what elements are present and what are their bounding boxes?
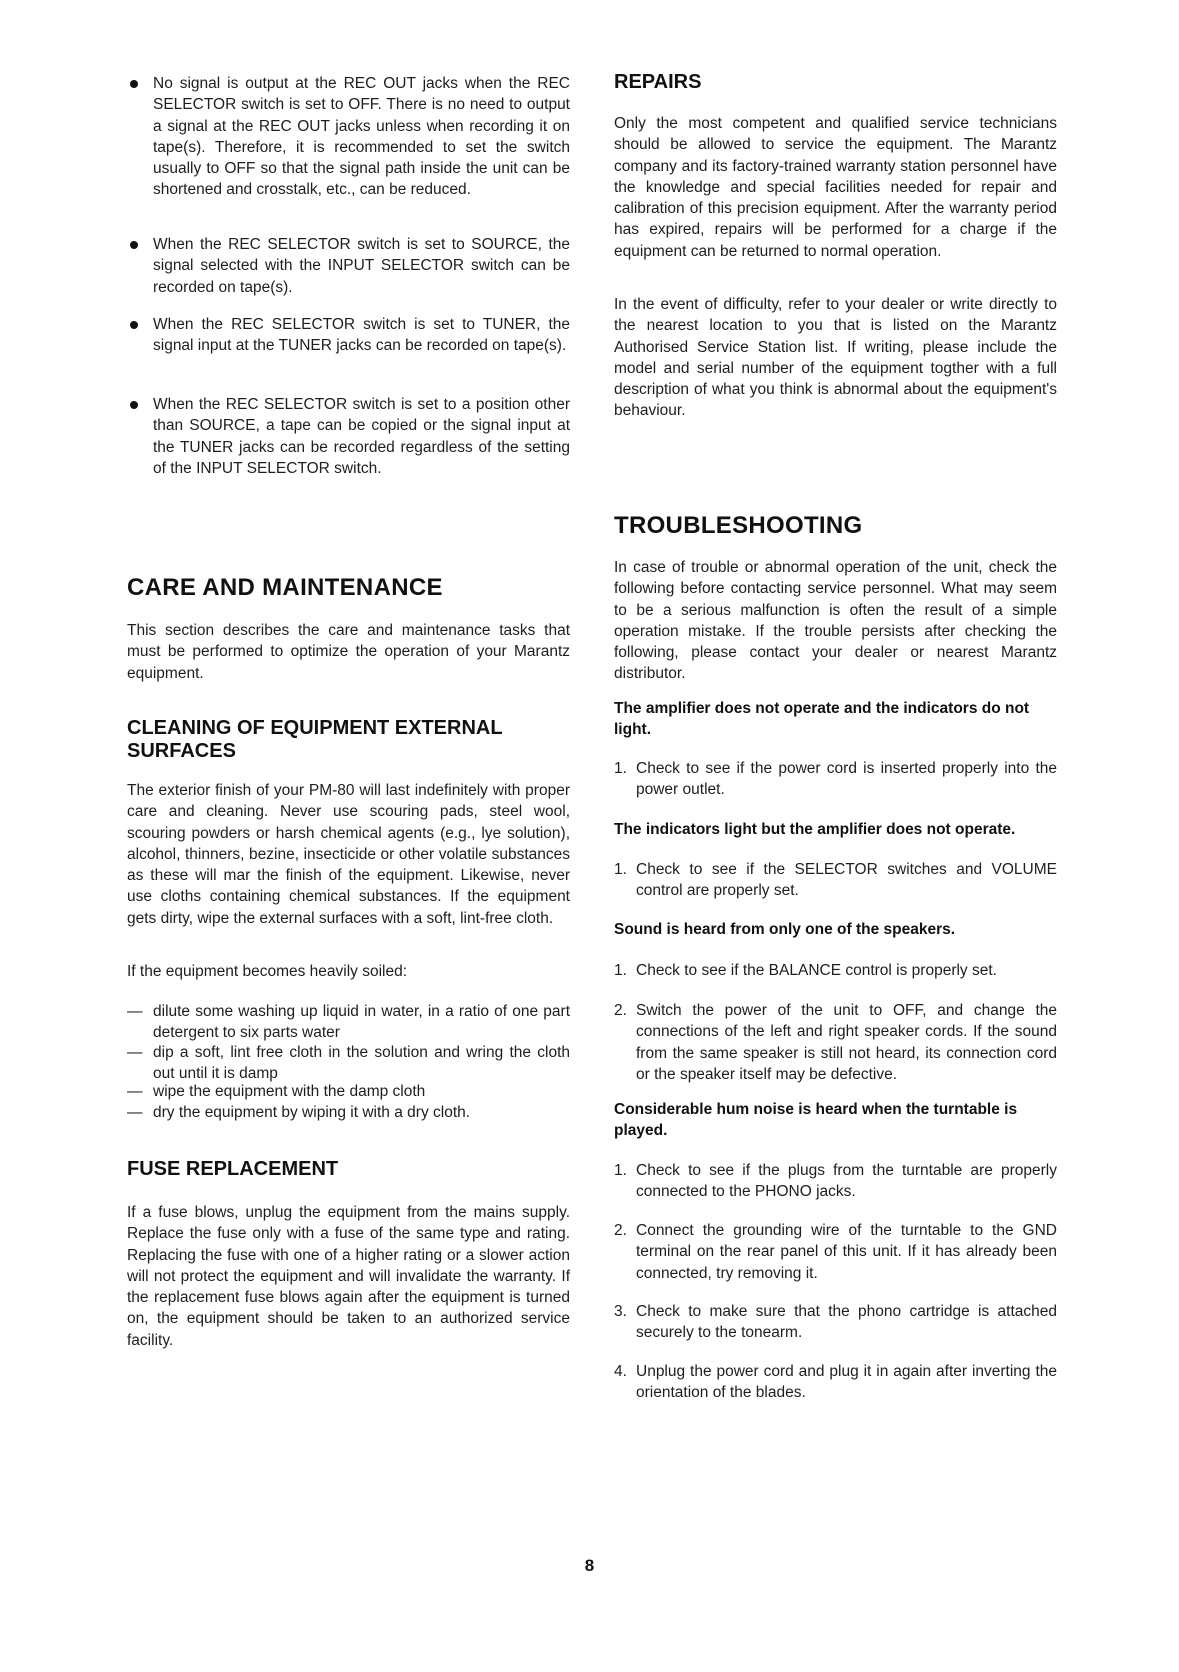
item-number: 4.: [614, 1363, 627, 1380]
bullet-icon: [130, 321, 138, 329]
list-item: [614, 1361, 1057, 1404]
item-number: 3.: [614, 1303, 627, 1320]
step-text: dip a soft, lint free cloth in the solution and wring the cloth out until it is damp: [153, 1044, 570, 1083]
troubleshooting-intro: In case of trouble or abnormal operation of the unit, check the following before contacting service personnel. What may seem to be a serious malfunction is often the result of a simple operation mistake. If the trouble persists after checking the following, please contact your dealer or nearest Marantz distributor.: [614, 559, 1057, 683]
problem-heading: The indicators light but the amplifier does not operate.: [614, 821, 1016, 838]
list-item: [127, 1081, 570, 1102]
care-heading: CARE AND MAINTENANCE: [127, 574, 443, 601]
dash-icon: —: [127, 1083, 143, 1100]
cleaning-soiled: If the equipment becomes heavily soiled:: [127, 963, 408, 980]
bullet-text: No signal is output at the REC OUT jacks when the REC SELECTOR switch is set to OFF. There is no need to output a signal at the REC OUT jacks unless when recording it on tape(s). Therefore, it is recommended to set the switch usually to OFF so that the signal path inside the unit can be shortened and crosstalk, etc., can be reduced.: [153, 75, 570, 199]
item-text: Check to make sure that the phono cartridge is attached securely to the tonearm.: [636, 1303, 1057, 1342]
problem-heading: Sound is heard from only one of the speakers.: [614, 921, 956, 938]
list-item: [127, 234, 570, 298]
repairs-heading: REPAIRS: [614, 71, 702, 93]
list-item: [127, 394, 570, 479]
bullet-icon: [130, 401, 138, 409]
item-text: Check to see if the power cord is inserted properly into the power outlet.: [636, 760, 1057, 799]
cleaning-heading: CLEANING OF EQUIPMENT EXTERNAL SURFACES: [127, 717, 503, 762]
list-item: [614, 1301, 1057, 1344]
repairs-p1: Only the most competent and qualified service technicians should be allowed to service the equipment. The Marantz company and its factory-trained warranty station personnel have the knowledge and special facilities needed for repair and calibration of this precision equipment. After the warranty period has expired, repairs will be performed for a charge if the equipment can be returned to normal operation.: [614, 115, 1057, 260]
item-number: 1.: [614, 962, 627, 979]
item-text: Connect the grounding wire of the turntable to the GND terminal on the rear panel of this unit. If it has already been connected, try removing it.: [636, 1222, 1057, 1282]
item-text: Switch the power of the unit to OFF, and change the connections of the left and right speaker cords. If the sound from the same speaker is still not heard, its connection cord or the speaker itself may be defective.: [636, 1002, 1057, 1083]
repairs-p2: In the event of difficulty, refer to your dealer or write directly to the nearest location to you that is listed on the Marantz Authorised Service Station list. If writing, please include the model and serial number of the equipment togther with a full description of what you think is abnormal about the equipment's behaviour.: [614, 296, 1057, 420]
care-intro: This section describes the care and maintenance tasks that must be performed to optimize the operation of your Marantz equipment.: [127, 622, 570, 682]
list-item: [127, 314, 570, 357]
bullet-icon: [130, 80, 138, 88]
item-number: 1.: [614, 861, 627, 878]
item-number: 1.: [614, 760, 627, 777]
list-item: [614, 1160, 1057, 1203]
bullet-text: When the REC SELECTOR switch is set to TUNER, the signal input at the TUNER jacks can be recorded on tape(s).: [153, 316, 570, 355]
dash-icon: —: [127, 1003, 143, 1020]
list-item: [127, 73, 570, 201]
list-item: [614, 1000, 1057, 1085]
dash-icon: —: [127, 1044, 143, 1061]
step-text: dry the equipment by wiping it with a dry cloth.: [153, 1104, 471, 1121]
troubleshooting-heading: TROUBLESHOOTING: [614, 512, 863, 539]
step-text: wipe the equipment with the damp cloth: [153, 1083, 426, 1100]
fuse-heading: FUSE REPLACEMENT: [127, 1158, 339, 1180]
page-number: 8: [584, 1556, 595, 1575]
bullet-icon: [130, 241, 138, 249]
item-text: Check to see if the BALANCE control is properly set.: [636, 962, 997, 979]
dash-icon: —: [127, 1104, 143, 1121]
problem-heading: Considerable hum noise is heard when the turntable is played.: [614, 1101, 1018, 1140]
item-text: Check to see if the plugs from the turntable are properly connected to the PHONO jacks.: [636, 1162, 1057, 1201]
item-text: Check to see if the SELECTOR switches and VOLUME control are properly set.: [636, 861, 1057, 900]
list-item: [127, 1001, 570, 1044]
list-item: [614, 960, 1057, 981]
item-number: 1.: [614, 1162, 627, 1179]
list-item: [614, 859, 1057, 902]
cleaning-body: The exterior finish of your PM-80 will last indefinitely with proper care and cleaning. Never use scouring pads, steel wool, scouring powders or harsh chemical agents (e.g., lye solution), alcohol, thinners, bezine, insecticide or other volatile substances as these will mar the finish of the equipment. Likewise, never use cloths containing chemical substances. If the equipment gets dirty, wipe the external surfaces with a soft, lint-free cloth.: [127, 782, 570, 927]
list-item: [127, 1102, 570, 1123]
bullet-text: When the REC SELECTOR switch is set to a position other than SOURCE, a tape can be copied or the signal input at the TUNER jacks can be recorded regardless of the setting of the INPUT SELECTOR switch.: [153, 396, 570, 477]
list-item: [614, 758, 1057, 801]
item-number: 2.: [614, 1222, 627, 1239]
item-text: Unplug the power cord and plug it in again after inverting the orientation of the blades.: [636, 1363, 1057, 1402]
fuse-body: If a fuse blows, unplug the equipment from the mains supply. Replace the fuse only with a fuse of the same type and rating. Replacing the fuse with one of a higher rating or a slower action will not protect the equipment and will invalidate the warranty. If the replacement fuse blows again after the equipment is turned on, the equipment should be taken to an authorized service facility.: [127, 1204, 570, 1349]
item-number: 2.: [614, 1002, 627, 1019]
step-text: dilute some washing up liquid in water, in a ratio of one part detergent to six parts water: [153, 1003, 570, 1042]
list-item: [127, 1042, 570, 1085]
list-item: [614, 1220, 1057, 1284]
problem-heading: The amplifier does not operate and the indicators do not light.: [614, 700, 1030, 739]
bullet-text: When the REC SELECTOR switch is set to SOURCE, the signal selected with the INPUT SELECTOR switch can be recorded on tape(s).: [153, 236, 570, 296]
